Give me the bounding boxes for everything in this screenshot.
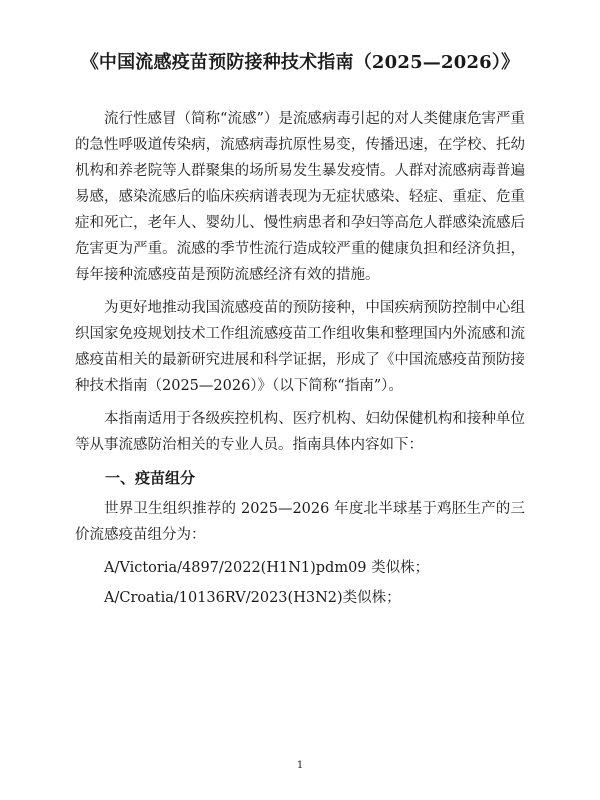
paragraph-scope: 本指南适用于各级疾控机构、医疗机构、妇幼保健机构和接种单位等从事流感防治相关的专业人员。指南具体内容如下：	[75, 411, 525, 453]
paragraph-components-intro: 世界卫生组织推荐的 2025—2026 年度北半球基于鸡胚生产的三价流感疫苗组分为：	[75, 501, 525, 543]
page-number: 1	[296, 760, 304, 771]
strain-item-h3n2: A/Croatia/10136RV/2023(H3N2)类似株；	[104, 590, 401, 606]
paragraph-purpose: 为更好地推动我国流感疫苗的预防接种，中国疾病预防控制中心组织国家免疫规划技术工作组流感疫苗工作组收集和整理国内外流感和流感疫苗相关的最新研究进展和科学证据，形成了《中国流感疫苗预防接种技术指南（2025—2026）》（以下简称“指南”）。	[75, 300, 525, 394]
paragraph-intro: 流行性感冒（简称“流感”）是流感病毒引起的对人类健康危害严重的急性呼吸道传染病，流感病毒抗原性易变，传播迅速，在学校、托幼机构和养老院等人群聚集的场所易发生暴发疫情。人群对流感病毒普遍易感，感染流感后的临床疾病谱表现为无症状感染、轻症、重症、危重症和死亡，老年人、婴幼儿、慢性病患者和孕妇等高危人群感染流感后危害更为严重。流感的季节性流行造成较严重的健康负担和经济负担，每年接种流感疫苗是预防流感经济有效的措施。	[75, 111, 525, 283]
document-body	[75, 106, 525, 615]
strain-item-h1n1: A/Victoria/4897/2022(H1N1)pdm09 类似株；	[104, 560, 430, 576]
document-title: 《中国流感疫苗预防接种技术指南（2025—2026）》	[80, 52, 520, 73]
section-heading-vaccine-components: 一、疫苗组分	[105, 469, 196, 487]
